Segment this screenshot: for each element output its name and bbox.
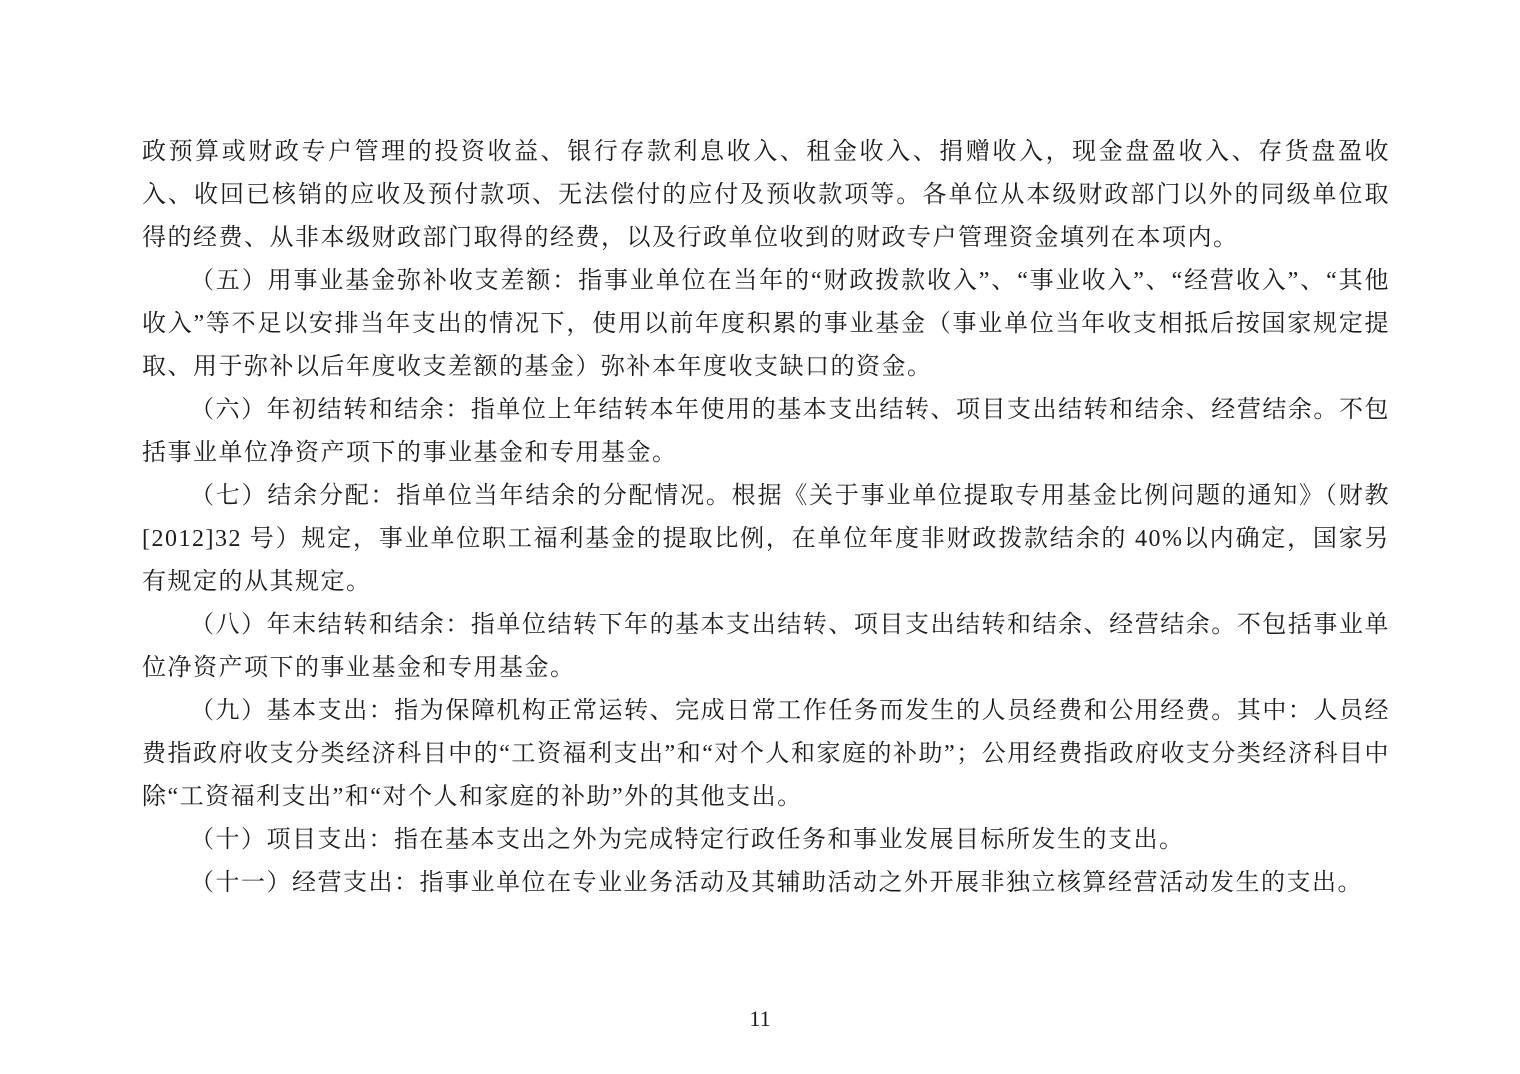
paragraph: （九）基本支出：指为保障机构正常运转、完成日常工作任务而发生的人员经费和公用经费。其中：人员经费指政府收支分类经济科目中的“工资福利支出”和“对个人和家庭的补助”；公用经费指政府收支分类经济科目中除“工资福利支出”和“对个人和家庭的补助”外的其他支出。 xyxy=(142,698,1390,810)
paragraph: （六）年初结转和结余：指单位上年结转本年使用的基本支出结转、项目支出结转和结余、经营结余。不包括事业单位净资产项下的事业基金和专用基金。 xyxy=(142,397,1390,466)
paragraph: （五）用事业基金弥补收支差额：指事业单位在当年的“财政拨款收入”、“事业收入”、“经营收入”、“其他收入”等不足以安排当年支出的情况下，使用以前年度积累的事业基金（事业单位当年收支相抵后按国家规定提取、用于弥补以后年度收支差额的基金）弥补本年度收支缺口的资金。 xyxy=(142,268,1390,380)
page-number: 11 xyxy=(749,1006,771,1031)
paragraph: （十一）经营支出：指事业单位在专业业务活动及其辅助活动之外开展非独立核算经营活动发生的支出。 xyxy=(190,870,1363,896)
paragraph: （七）结余分配：指单位当年结余的分配情况。根据《关于事业单位提取专用基金比例问题的通知》（财教[2012]32 号）规定，事业单位职工福利基金的提取比例，在单位年度非财政拨款结余的 40%以内确定，国家另有规定的从其规定。 xyxy=(142,483,1390,595)
paragraph: （八）年末结转和结余：指单位结转下年的基本支出结转、项目支出结转和结余、经营结余。不包括事业单位净资产项下的事业基金和专用基金。 xyxy=(142,612,1390,681)
document-body xyxy=(142,131,1390,905)
paragraph: 政预算或财政专户管理的投资收益、银行存款利息收入、租金收入、捐赠收入，现金盘盈收入、存货盘盈收入、收回已核销的应收及预付款项、无法偿付的应付及预收款项等。各单位从本级财政部门以外的同级单位取得的经费、从非本级财政部门取得的经费，以及行政单位收到的财政专户管理资金填列在本项内。 xyxy=(142,139,1390,251)
paragraph: （十）项目支出：指在基本支出之外为完成特定行政任务和事业发展目标所发生的支出。 xyxy=(190,827,1185,853)
